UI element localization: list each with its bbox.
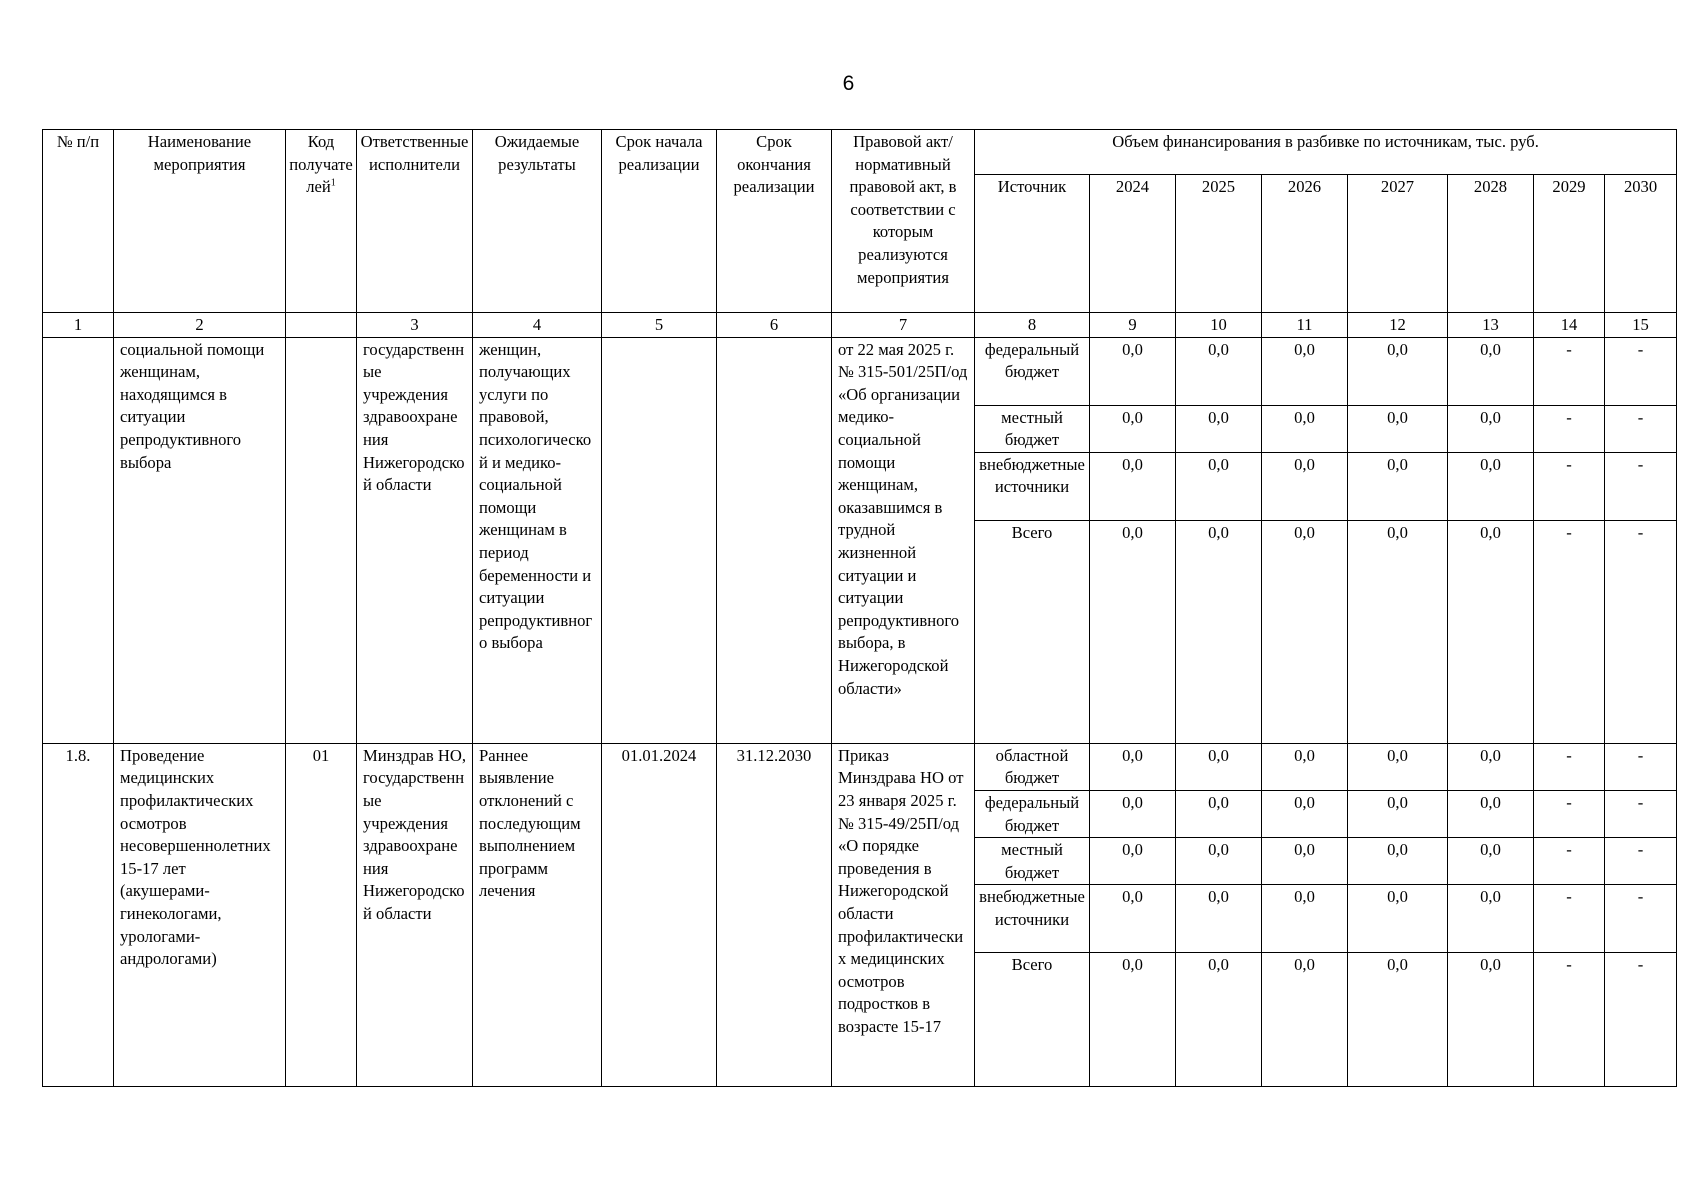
col-number: 5 [602,313,717,338]
funding-value: 0,0 [1176,337,1262,405]
activities-table [42,129,1677,1087]
row-code: 01 [286,743,357,1087]
funding-value: 0,0 [1090,452,1176,520]
funding-source: внебюджетные источники [975,452,1090,520]
col-number: 10 [1176,313,1262,338]
funding-value: 0,0 [1176,520,1262,743]
funding-value: 0,0 [1348,953,1448,1087]
row-name: Проведение медицинских профилактических осмотров несовершеннолетних 15-17 лет (акушерами-гинекологами, урологами-андрологами) [114,743,286,1087]
funding-value: 0,0 [1348,790,1448,837]
funding-value: 0,0 [1176,953,1262,1087]
funding-value: - [1605,337,1677,405]
funding-value: 0,0 [1262,405,1348,452]
funding-value: 0,0 [1090,743,1176,790]
funding-value: 0,0 [1262,337,1348,405]
row-start [602,337,717,743]
funding-value: 0,0 [1262,743,1348,790]
funding-value: 0,0 [1348,743,1448,790]
table-row [43,743,1677,790]
funding-value: 0,0 [1176,452,1262,520]
col-number: 3 [357,313,473,338]
funding-value: - [1605,452,1677,520]
funding-value: 0,0 [1262,520,1348,743]
row-act: Приказ Минздрава НО от 23 января 2025 г. № 315-49/25П/од «О порядке проведения в Нижегородской области профилактических медицинских осмотров подростков в возрасте 15-17 [832,743,975,1087]
funding-value: - [1605,953,1677,1087]
funding-source: федеральный бюджет [975,790,1090,837]
col-number [286,313,357,338]
funding-value: 0,0 [1448,838,1534,885]
col-number: 4 [473,313,602,338]
funding-value: 0,0 [1448,520,1534,743]
col-number: 6 [717,313,832,338]
funding-value: - [1534,953,1605,1087]
funding-value: 0,0 [1090,885,1176,953]
funding-value: - [1534,337,1605,405]
header-responsible: Ответственные исполнители [357,130,473,313]
row-end: 31.12.2030 [717,743,832,1087]
funding-value: - [1534,885,1605,953]
funding-value: 0,0 [1090,790,1176,837]
row-name: социальной помощи женщинам, находящимся в ситуации репродуктивного выбора [114,337,286,743]
row-act: от 22 мая 2025 г. № 315-501/25П/од «Об организации медико-социальной помощи женщинам, оказавшимся в трудной жизненной ситуации и ситуации репродуктивного выбора, в Нижегородской области» [832,337,975,743]
funding-value: 0,0 [1448,337,1534,405]
funding-value: 0,0 [1348,452,1448,520]
col-number: 7 [832,313,975,338]
funding-value: - [1534,405,1605,452]
header-year: 2030 [1605,175,1677,313]
funding-value: 0,0 [1262,452,1348,520]
row-start: 01.01.2024 [602,743,717,1087]
funding-value: 0,0 [1090,838,1176,885]
funding-value: 0,0 [1090,520,1176,743]
funding-value: 0,0 [1262,790,1348,837]
row-no [43,337,114,743]
funding-value: 0,0 [1348,885,1448,953]
funding-value: 0,0 [1448,953,1534,1087]
funding-source: внебюджетные источники [975,885,1090,953]
funding-value: 0,0 [1176,838,1262,885]
header-year: 2026 [1262,175,1348,313]
funding-value: - [1534,452,1605,520]
col-number: 12 [1348,313,1448,338]
header-year: 2024 [1090,175,1176,313]
col-number: 1 [43,313,114,338]
header-code [286,130,357,313]
row-no: 1.8. [43,743,114,1087]
funding-value: - [1605,885,1677,953]
funding-source-total: Всего [975,953,1090,1087]
row-end [717,337,832,743]
col-number: 9 [1090,313,1176,338]
funding-value: - [1534,838,1605,885]
col-number: 13 [1448,313,1534,338]
funding-value: 0,0 [1448,790,1534,837]
funding-value: 0,0 [1448,743,1534,790]
funding-value: - [1605,838,1677,885]
row-results: женщин, получающих услуги по правовой, психологической и медико-социальной помощи женщинам в период беременности и ситуации репродуктивного выбора [473,337,602,743]
header-row [43,130,1677,175]
funding-value: 0,0 [1448,405,1534,452]
funding-source: областной бюджет [975,743,1090,790]
col-number: 14 [1534,313,1605,338]
funding-value: 0,0 [1348,838,1448,885]
col-number: 15 [1605,313,1677,338]
funding-value: 0,0 [1090,337,1176,405]
header-code-footnote: 1 [330,177,336,189]
funding-value: 0,0 [1348,337,1448,405]
header-code-text: Код получателей [289,132,353,197]
col-number: 11 [1262,313,1348,338]
funding-source-total: Всего [975,520,1090,743]
funding-source: федеральный бюджет [975,337,1090,405]
header-end: Срок окончания реализации [717,130,832,313]
header-source: Источник [975,175,1090,313]
header-results: Ожидаемые результаты [473,130,602,313]
funding-value: - [1605,743,1677,790]
row-code [286,337,357,743]
funding-value: - [1534,520,1605,743]
header-year: 2025 [1176,175,1262,313]
row-results: Раннее выявление отклонений с последующим выполнением программ лечения [473,743,602,1087]
header-act: Правовой акт/нормативный правовой акт, в соответствии с которым реализуются мероприятия [832,130,975,313]
header-funding: Объем финансирования в разбивке по источникам, тыс. руб. [975,130,1677,175]
page-number: 6 [842,72,855,95]
funding-value: 0,0 [1448,885,1534,953]
funding-value: 0,0 [1262,953,1348,1087]
funding-value: - [1605,790,1677,837]
table-row [43,337,1677,405]
funding-value: 0,0 [1262,838,1348,885]
funding-value: - [1534,790,1605,837]
funding-value: 0,0 [1176,885,1262,953]
funding-value: 0,0 [1348,520,1448,743]
col-number: 8 [975,313,1090,338]
header-name: Наименование мероприятия [114,130,286,313]
row-responsible: Минздрав НО, государственные учреждения здравоохранения Нижегородской области [357,743,473,1087]
funding-value: 0,0 [1348,405,1448,452]
row-responsible: государственные учреждения здравоохранения Нижегородской области [357,337,473,743]
funding-value: - [1605,405,1677,452]
header-year: 2027 [1348,175,1448,313]
funding-value: - [1534,743,1605,790]
funding-value: 0,0 [1448,452,1534,520]
column-numbers-row [43,313,1677,338]
funding-source: местный бюджет [975,405,1090,452]
funding-source: местный бюджет [975,838,1090,885]
header-no: № п/п [43,130,114,313]
col-number: 2 [114,313,286,338]
funding-value: 0,0 [1090,953,1176,1087]
funding-value: - [1605,520,1677,743]
header-year: 2029 [1534,175,1605,313]
header-year: 2028 [1448,175,1534,313]
header-start: Срок начала реализации [602,130,717,313]
funding-value: 0,0 [1176,405,1262,452]
funding-value: 0,0 [1176,790,1262,837]
funding-value: 0,0 [1090,405,1176,452]
funding-value: 0,0 [1262,885,1348,953]
funding-value: 0,0 [1176,743,1262,790]
